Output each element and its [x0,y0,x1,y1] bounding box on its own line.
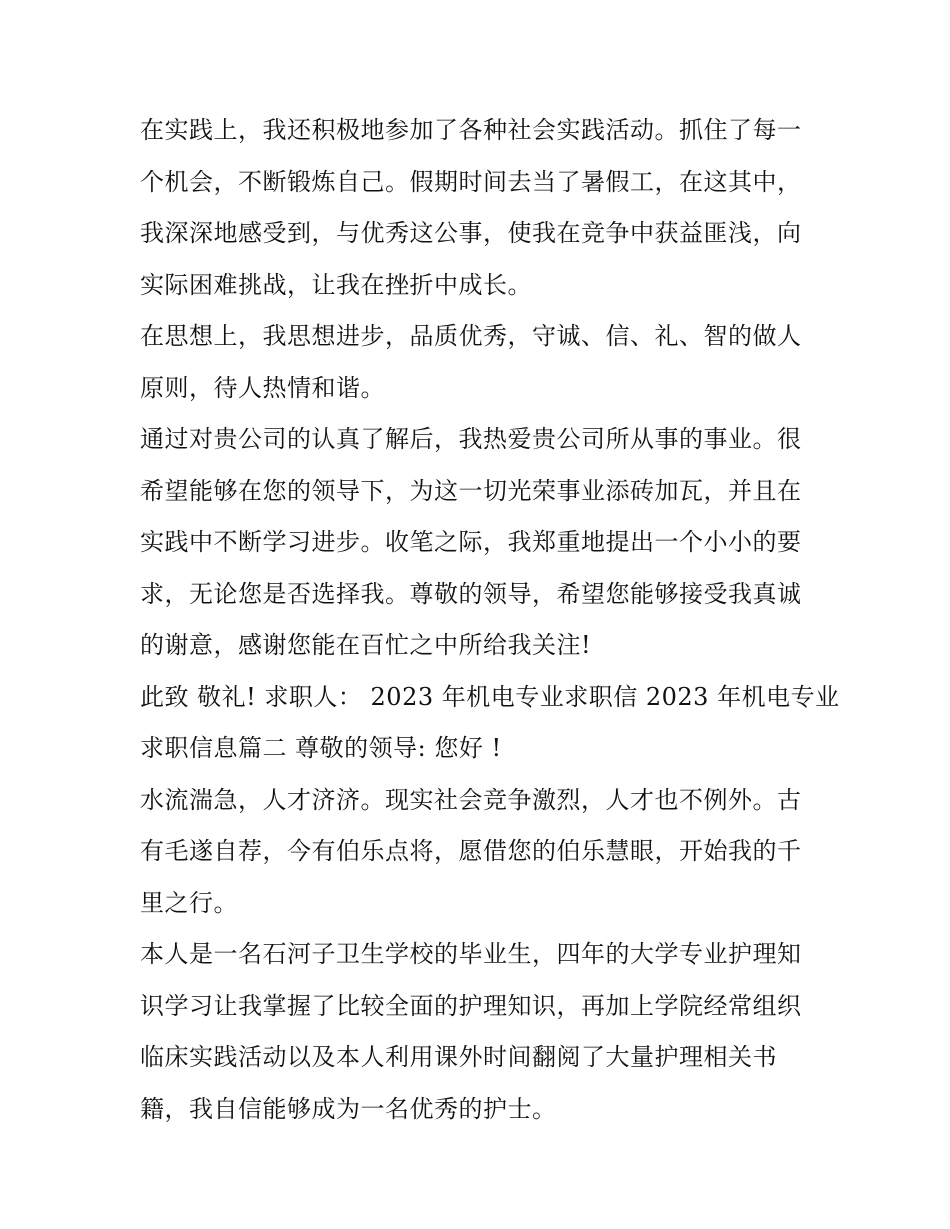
text-line: 本人是一名石河子卫生学校的毕业生，四年的大学专业护理知 [140,940,802,968]
paragraph-practice [140,105,820,311]
text-line: 求，无论您是否选择我。尊敬的领导，希望您能够接受我真诚 [140,579,802,608]
text-line: 求职信息篇二 尊敬的领导: 您好 ! [140,734,502,762]
paragraph-thought [140,311,820,414]
paragraph-company [140,414,820,672]
text-line: 的谢意，感谢您能在百忙之中所给我关注! [140,631,592,659]
text-line: 实际困难挑战，让我在挫折中成长。 [140,270,532,299]
paragraph-talent [140,775,820,930]
text-line: 我深深地感受到，与优秀这公事，使我在竞争中获益匪浅，向 [140,219,802,247]
text-line: 里之行。 [140,888,238,917]
text-line: 原则，待人热情和谐。 [140,373,385,402]
text-line: 水流湍急，人才济济。现实社会竞争激烈，人才也不例外。古 [140,785,802,814]
text-line: 籍，我自信能够成为一名优秀的护士。 [140,1094,557,1123]
text-line: 希望能够在您的领导下，为这一切光荣事业添砖加瓦，并且在 [140,476,802,505]
paragraph-closing-heading [140,672,840,775]
text-line: 在实践上，我还积极地参加了各种社会实践活动。抓住了每一 [140,116,802,144]
text-line: 临床实践活动以及本人利用课外时间翻阅了大量护理相关书 [140,1043,777,1071]
text-line: 识学习让我掌握了比较全面的护理知识，再加上学院经常组织 [140,991,802,1020]
text-line: 实践中不断学习进步。收笔之际，我郑重地提出一个小小的要 [140,528,802,556]
text-line: 个机会，不断锻炼自己。假期时间去当了暑假工，在这其中， [140,167,802,196]
document-body [140,105,840,1135]
text-line: 有毛遂自荐，今有伯乐点将，愿借您的伯乐慧眼，开始我的千 [140,837,802,865]
text-line: 此致 敬礼! 求职人： 2023 年机电专业求职信 2023 年机电专业 [140,682,840,711]
paragraph-self-intro [140,929,820,1135]
text-line: 在思想上，我思想进步，品质优秀，守诚、信、礼、智的做人 [140,322,802,350]
text-line: 通过对贵公司的认真了解后，我热爱贵公司所从事的事业。很 [140,425,802,453]
